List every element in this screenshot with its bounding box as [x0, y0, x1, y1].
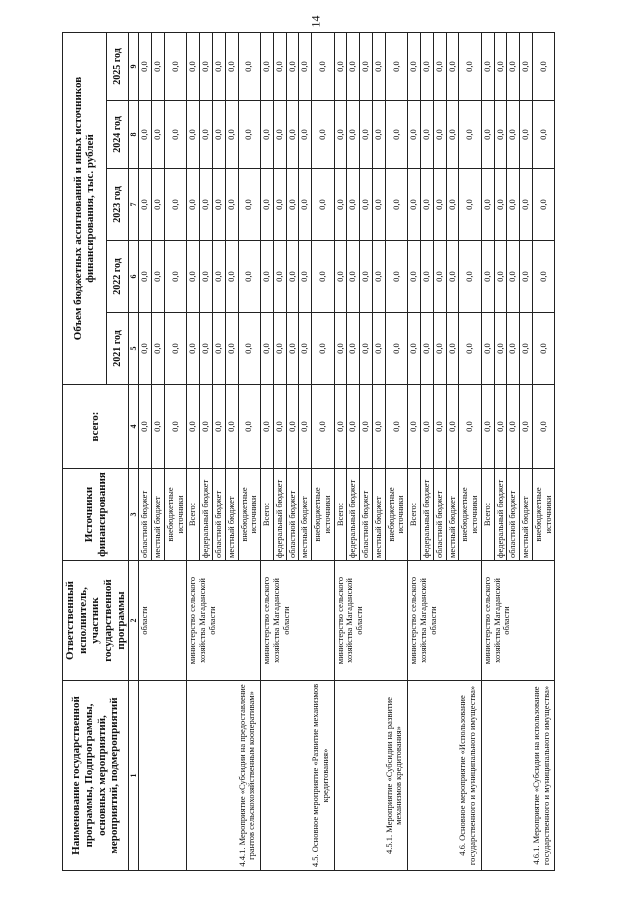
- value-cell: 0,0: [299, 169, 312, 241]
- value-cell: 0,0: [225, 313, 238, 385]
- value-cell: 0,0: [225, 241, 238, 313]
- value-cell: 0,0: [299, 33, 312, 101]
- value-cell: 0,0: [225, 169, 238, 241]
- header-year: 2022 год: [106, 241, 128, 313]
- header-executor: Ответственный исполнитель, участник государственной программы: [63, 561, 129, 681]
- table-row: [481, 33, 494, 871]
- header-year: 2021 год: [106, 313, 128, 385]
- value-cell: 0,0: [532, 385, 555, 469]
- value-cell: 0,0: [299, 241, 312, 313]
- value-cell: 0,0: [164, 241, 187, 313]
- value-cell: 0,0: [152, 313, 165, 385]
- column-number: 8: [129, 101, 139, 169]
- value-cell: 0,0: [532, 169, 555, 241]
- value-cell: 0,0: [139, 385, 152, 469]
- value-cell: 0,0: [446, 241, 459, 313]
- value-cell: 0,0: [494, 169, 507, 241]
- value-cell: 0,0: [273, 241, 286, 313]
- value-cell: 0,0: [312, 33, 335, 101]
- table-row: [334, 33, 347, 871]
- value-cell: 0,0: [532, 241, 555, 313]
- source-cell: федеральный бюджет: [273, 469, 286, 561]
- value-cell: 0,0: [261, 313, 274, 385]
- value-cell: 0,0: [421, 241, 434, 313]
- value-cell: 0,0: [446, 313, 459, 385]
- value-cell: 0,0: [187, 241, 200, 313]
- value-cell: 0,0: [360, 101, 373, 169]
- value-cell: 0,0: [273, 169, 286, 241]
- executor-cell: министерство сельского хозяйства Магаданской области: [481, 561, 555, 681]
- value-cell: 0,0: [532, 33, 555, 101]
- value-cell: 0,0: [507, 313, 520, 385]
- value-cell: 0,0: [347, 169, 360, 241]
- value-cell: 0,0: [200, 169, 213, 241]
- value-cell: 0,0: [312, 385, 335, 469]
- value-cell: 0,0: [433, 101, 446, 169]
- executor-cell: министерство сельского хозяйства Магаданской области: [261, 561, 335, 681]
- value-cell: 0,0: [459, 169, 482, 241]
- column-numbers-row: [129, 33, 139, 871]
- value-cell: 0,0: [299, 385, 312, 469]
- value-cell: 0,0: [212, 101, 225, 169]
- source-cell: областной бюджет: [139, 469, 152, 561]
- value-cell: 0,0: [459, 241, 482, 313]
- value-cell: 0,0: [212, 169, 225, 241]
- item-name: 4.6. Основное мероприятие «Использование государственного и муниципального имущества»: [408, 681, 482, 871]
- value-cell: 0,0: [261, 33, 274, 101]
- source-cell: федеральный бюджет: [200, 469, 213, 561]
- value-cell: 0,0: [200, 241, 213, 313]
- source-cell: внебюджетные источники: [385, 469, 408, 561]
- value-cell: 0,0: [408, 169, 421, 241]
- value-cell: 0,0: [408, 101, 421, 169]
- header-total: всего:: [63, 385, 129, 469]
- value-cell: 0,0: [273, 385, 286, 469]
- source-cell: внебюджетные источники: [238, 469, 261, 561]
- value-cell: 0,0: [446, 385, 459, 469]
- value-cell: 0,0: [299, 313, 312, 385]
- header-year: 2025 год: [106, 33, 128, 101]
- value-cell: 0,0: [433, 313, 446, 385]
- value-cell: 0,0: [520, 101, 533, 169]
- value-cell: 0,0: [152, 169, 165, 241]
- table-row: [408, 33, 421, 871]
- value-cell: 0,0: [187, 169, 200, 241]
- value-cell: 0,0: [334, 313, 347, 385]
- value-cell: 0,0: [433, 169, 446, 241]
- executor-cell: министерство сельского хозяйства Магаданской области: [187, 561, 261, 681]
- value-cell: 0,0: [408, 241, 421, 313]
- value-cell: 0,0: [459, 385, 482, 469]
- source-cell: федеральный бюджет: [347, 469, 360, 561]
- column-number: 9: [129, 33, 139, 101]
- value-cell: 0,0: [312, 313, 335, 385]
- item-name: 4.5. Основное мероприятие «Развитие механизмов кредитования»: [261, 681, 335, 871]
- value-cell: 0,0: [261, 385, 274, 469]
- value-cell: 0,0: [385, 241, 408, 313]
- value-cell: 0,0: [238, 385, 261, 469]
- value-cell: 0,0: [494, 241, 507, 313]
- value-cell: 0,0: [494, 33, 507, 101]
- source-cell: местный бюджет: [372, 469, 385, 561]
- value-cell: 0,0: [372, 169, 385, 241]
- column-number: 3: [129, 469, 139, 561]
- item-name: 4.4.1. Мероприятие «Субсидии на предоставление грантов сельскохозяйственным кооперативам»: [187, 681, 261, 871]
- value-cell: 0,0: [286, 169, 299, 241]
- value-cell: 0,0: [273, 33, 286, 101]
- value-cell: 0,0: [481, 33, 494, 101]
- item-name-blank: [139, 681, 187, 871]
- value-cell: 0,0: [347, 33, 360, 101]
- value-cell: 0,0: [408, 313, 421, 385]
- value-cell: 0,0: [385, 169, 408, 241]
- value-cell: 0,0: [238, 33, 261, 101]
- value-cell: 0,0: [459, 313, 482, 385]
- value-cell: 0,0: [481, 241, 494, 313]
- source-cell: федеральный бюджет: [494, 469, 507, 561]
- value-cell: 0,0: [372, 241, 385, 313]
- value-cell: 0,0: [334, 33, 347, 101]
- source-cell: областной бюджет: [212, 469, 225, 561]
- value-cell: 0,0: [164, 169, 187, 241]
- value-cell: 0,0: [334, 101, 347, 169]
- value-cell: 0,0: [446, 33, 459, 101]
- value-cell: 0,0: [152, 101, 165, 169]
- page-number: 14: [308, 15, 323, 28]
- value-cell: 0,0: [286, 313, 299, 385]
- value-cell: 0,0: [507, 101, 520, 169]
- value-cell: 0,0: [238, 101, 261, 169]
- value-cell: 0,0: [212, 313, 225, 385]
- source-cell: местный бюджет: [299, 469, 312, 561]
- source-cell: Всего:: [261, 469, 274, 561]
- source-cell: местный бюджет: [152, 469, 165, 561]
- value-cell: 0,0: [481, 169, 494, 241]
- value-cell: 0,0: [433, 385, 446, 469]
- executor-cell: области: [139, 561, 187, 681]
- value-cell: 0,0: [225, 33, 238, 101]
- value-cell: 0,0: [372, 33, 385, 101]
- value-cell: 0,0: [520, 241, 533, 313]
- value-cell: 0,0: [347, 241, 360, 313]
- value-cell: 0,0: [312, 169, 335, 241]
- source-cell: областной бюджет: [286, 469, 299, 561]
- header-group: Объем бюджетных ассигнований и иных источников финансирования, тыс. рублей: [63, 33, 107, 385]
- value-cell: 0,0: [433, 241, 446, 313]
- value-cell: 0,0: [261, 241, 274, 313]
- source-cell: местный бюджет: [225, 469, 238, 561]
- source-cell: Всего:: [481, 469, 494, 561]
- value-cell: 0,0: [261, 169, 274, 241]
- value-cell: 0,0: [532, 313, 555, 385]
- header-year: 2023 год: [106, 169, 128, 241]
- value-cell: 0,0: [164, 313, 187, 385]
- column-number: 4: [129, 385, 139, 469]
- value-cell: 0,0: [225, 385, 238, 469]
- source-cell: внебюджетные источники: [312, 469, 335, 561]
- source-cell: внебюджетные источники: [532, 469, 555, 561]
- value-cell: 0,0: [212, 241, 225, 313]
- value-cell: 0,0: [286, 385, 299, 469]
- value-cell: 0,0: [385, 385, 408, 469]
- value-cell: 0,0: [360, 33, 373, 101]
- value-cell: 0,0: [200, 313, 213, 385]
- value-cell: 0,0: [200, 385, 213, 469]
- value-cell: 0,0: [481, 313, 494, 385]
- source-cell: местный бюджет: [520, 469, 533, 561]
- value-cell: 0,0: [446, 101, 459, 169]
- value-cell: 0,0: [421, 313, 434, 385]
- value-cell: 0,0: [385, 313, 408, 385]
- value-cell: 0,0: [334, 169, 347, 241]
- item-name: 4.6.1. Мероприятие «Субсидии на использование государственного и муниципального имущества»: [481, 681, 555, 871]
- value-cell: 0,0: [433, 33, 446, 101]
- value-cell: 0,0: [347, 385, 360, 469]
- value-cell: 0,0: [187, 101, 200, 169]
- source-cell: местный бюджет: [446, 469, 459, 561]
- value-cell: 0,0: [200, 101, 213, 169]
- value-cell: 0,0: [372, 313, 385, 385]
- value-cell: 0,0: [408, 33, 421, 101]
- value-cell: 0,0: [446, 169, 459, 241]
- value-cell: 0,0: [152, 241, 165, 313]
- value-cell: 0,0: [334, 385, 347, 469]
- value-cell: 0,0: [360, 241, 373, 313]
- header-sources: Источники финансирования: [63, 469, 129, 561]
- budget-table-rotated: [62, 33, 584, 871]
- value-cell: 0,0: [273, 313, 286, 385]
- value-cell: 0,0: [507, 385, 520, 469]
- value-cell: 0,0: [212, 33, 225, 101]
- header-year: 2024 год: [106, 101, 128, 169]
- value-cell: 0,0: [212, 385, 225, 469]
- value-cell: 0,0: [507, 241, 520, 313]
- value-cell: 0,0: [520, 385, 533, 469]
- value-cell: 0,0: [187, 385, 200, 469]
- value-cell: 0,0: [238, 241, 261, 313]
- value-cell: 0,0: [312, 101, 335, 169]
- value-cell: 0,0: [164, 101, 187, 169]
- value-cell: 0,0: [347, 313, 360, 385]
- value-cell: 0,0: [507, 33, 520, 101]
- column-number: 2: [129, 561, 139, 681]
- source-cell: областной бюджет: [507, 469, 520, 561]
- value-cell: 0,0: [360, 313, 373, 385]
- value-cell: 0,0: [520, 169, 533, 241]
- value-cell: 0,0: [347, 101, 360, 169]
- source-cell: областной бюджет: [360, 469, 373, 561]
- value-cell: 0,0: [360, 169, 373, 241]
- value-cell: 0,0: [494, 385, 507, 469]
- source-cell: федеральный бюджет: [421, 469, 434, 561]
- value-cell: 0,0: [481, 385, 494, 469]
- value-cell: 0,0: [459, 33, 482, 101]
- table-row: [139, 33, 152, 871]
- column-number: 7: [129, 169, 139, 241]
- value-cell: 0,0: [481, 101, 494, 169]
- column-number: 1: [129, 681, 139, 871]
- value-cell: 0,0: [312, 241, 335, 313]
- value-cell: 0,0: [139, 313, 152, 385]
- header-name: Наименование государственной программы, Подпрограммы, основных мероприятий, мероприятий, подмероприятий: [63, 681, 129, 871]
- value-cell: 0,0: [459, 101, 482, 169]
- value-cell: 0,0: [385, 101, 408, 169]
- value-cell: 0,0: [286, 101, 299, 169]
- value-cell: 0,0: [286, 241, 299, 313]
- value-cell: 0,0: [494, 313, 507, 385]
- value-cell: 0,0: [273, 101, 286, 169]
- value-cell: 0,0: [139, 169, 152, 241]
- value-cell: 0,0: [238, 313, 261, 385]
- value-cell: 0,0: [139, 241, 152, 313]
- table-row: [261, 33, 274, 871]
- value-cell: 0,0: [261, 101, 274, 169]
- budget-table: [62, 32, 555, 871]
- source-cell: Всего:: [334, 469, 347, 561]
- value-cell: 0,0: [385, 33, 408, 101]
- value-cell: 0,0: [164, 33, 187, 101]
- value-cell: 0,0: [494, 101, 507, 169]
- table-row: [187, 33, 200, 871]
- source-cell: внебюджетные источники: [164, 469, 187, 561]
- source-cell: внебюджетные источники: [459, 469, 482, 561]
- value-cell: 0,0: [187, 313, 200, 385]
- value-cell: 0,0: [187, 33, 200, 101]
- value-cell: 0,0: [421, 33, 434, 101]
- value-cell: 0,0: [225, 101, 238, 169]
- value-cell: 0,0: [360, 385, 373, 469]
- value-cell: 0,0: [299, 101, 312, 169]
- value-cell: 0,0: [238, 169, 261, 241]
- value-cell: 0,0: [152, 33, 165, 101]
- value-cell: 0,0: [286, 33, 299, 101]
- executor-cell: министерство сельского хозяйства Магаданской области: [408, 561, 482, 681]
- value-cell: 0,0: [532, 101, 555, 169]
- source-cell: Всего:: [187, 469, 200, 561]
- value-cell: 0,0: [507, 169, 520, 241]
- value-cell: 0,0: [408, 385, 421, 469]
- value-cell: 0,0: [372, 101, 385, 169]
- value-cell: 0,0: [520, 313, 533, 385]
- value-cell: 0,0: [421, 101, 434, 169]
- value-cell: 0,0: [421, 169, 434, 241]
- value-cell: 0,0: [152, 385, 165, 469]
- item-name: 4.5.1. Мероприятие «Субсидии на развитие механизмов кредитования»: [334, 681, 408, 871]
- executor-cell: министерство сельского хозяйства Магаданской области: [334, 561, 408, 681]
- source-cell: областной бюджет: [433, 469, 446, 561]
- source-cell: Всего:: [408, 469, 421, 561]
- value-cell: 0,0: [372, 385, 385, 469]
- value-cell: 0,0: [421, 385, 434, 469]
- value-cell: 0,0: [334, 241, 347, 313]
- value-cell: 0,0: [139, 101, 152, 169]
- value-cell: 0,0: [520, 33, 533, 101]
- value-cell: 0,0: [200, 33, 213, 101]
- column-number: 5: [129, 313, 139, 385]
- value-cell: 0,0: [164, 385, 187, 469]
- column-number: 6: [129, 241, 139, 313]
- value-cell: 0,0: [139, 33, 152, 101]
